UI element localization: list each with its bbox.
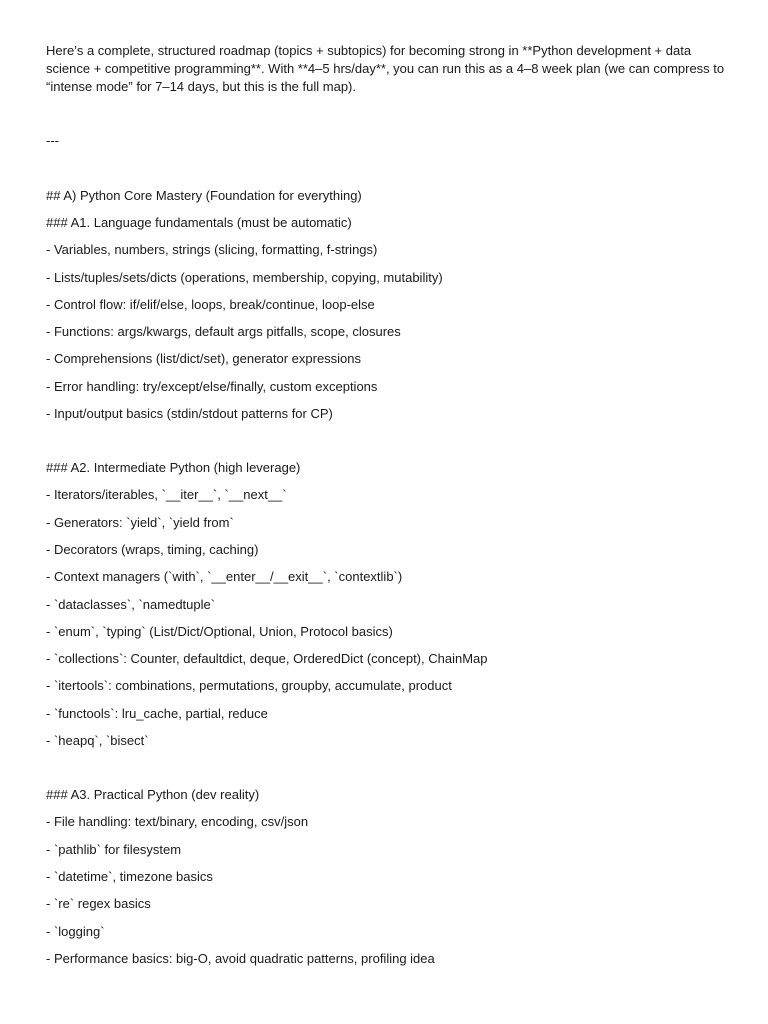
- list-item: - Comprehensions (list/dict/set), generator expressions: [46, 351, 362, 367]
- list-item: - `functools`: lru_cache, partial, reduce: [46, 705, 268, 721]
- list-item: - File handling: text/binary, encoding, csv/json: [46, 814, 309, 830]
- list-item: - `datetime`, timezone basics: [46, 868, 213, 884]
- list-item: - `enum`, `typing` (List/Dict/Optional, Union, Protocol basics): [46, 623, 393, 639]
- list-a2: [46, 486, 726, 750]
- list-item: - Iterators/iterables, `__iter__`, `__next__`: [46, 487, 287, 503]
- list-item: - `itertools`: combinations, permutations, groupby, accumulate, product: [46, 678, 452, 694]
- list-item: - Error handling: try/except/else/finally, custom exceptions: [46, 378, 378, 394]
- list-a3: [46, 813, 726, 967]
- subsection-heading-a3: ### A3. Practical Python (dev reality): [46, 787, 260, 803]
- document-page: [46, 42, 726, 968]
- list-item: - `collections`: Counter, defaultdict, deque, OrderedDict (concept), ChainMap: [46, 651, 488, 667]
- list-item: - Control flow: if/elif/else, loops, break/continue, loop-else: [46, 296, 375, 312]
- list-item: - `heapq`, `bisect`: [46, 733, 149, 749]
- intro-paragraph: Here’s a complete, structured roadmap (topics + subtopics) for becoming strong in **Python development + data science + competitive programming**. With **4–5 hrs/day**, you can run this as a 4–8 week plan (we can compress to “intense mode” for 7–14 days, but this is the full map).: [46, 43, 725, 94]
- list-item: - Input/output basics (stdin/stdout patterns for CP): [46, 406, 333, 422]
- list-item: - Performance basics: big-O, avoid quadratic patterns, profiling idea: [46, 950, 435, 966]
- list-item: - `logging`: [46, 923, 105, 939]
- list-item: - `re` regex basics: [46, 896, 151, 912]
- list-item: - Functions: args/kwargs, default args pitfalls, scope, closures: [46, 324, 401, 340]
- list-item: - Variables, numbers, strings (slicing, formatting, f-strings): [46, 242, 378, 258]
- subsection-heading-a2: ### A2. Intermediate Python (high leverage): [46, 460, 301, 476]
- list-item: - `pathlib` for filesystem: [46, 841, 182, 857]
- subsection-heading-a1: ### A1. Language fundamentals (must be automatic): [46, 215, 352, 230]
- list-item: - Decorators (wraps, timing, caching): [46, 541, 259, 557]
- list-a1: [46, 241, 726, 423]
- divider-line: ---: [46, 133, 59, 148]
- list-item: - `dataclasses`, `namedtuple`: [46, 596, 216, 612]
- list-item: - Context managers (`with`, `__enter__/__exit__`, `contextlib`): [46, 569, 403, 585]
- list-item: - Lists/tuples/sets/dicts (operations, membership, copying, mutability): [46, 269, 443, 285]
- section-heading-a: ## A) Python Core Mastery (Foundation for everything): [46, 188, 362, 203]
- list-item: - Generators: `yield`, `yield from`: [46, 514, 234, 530]
